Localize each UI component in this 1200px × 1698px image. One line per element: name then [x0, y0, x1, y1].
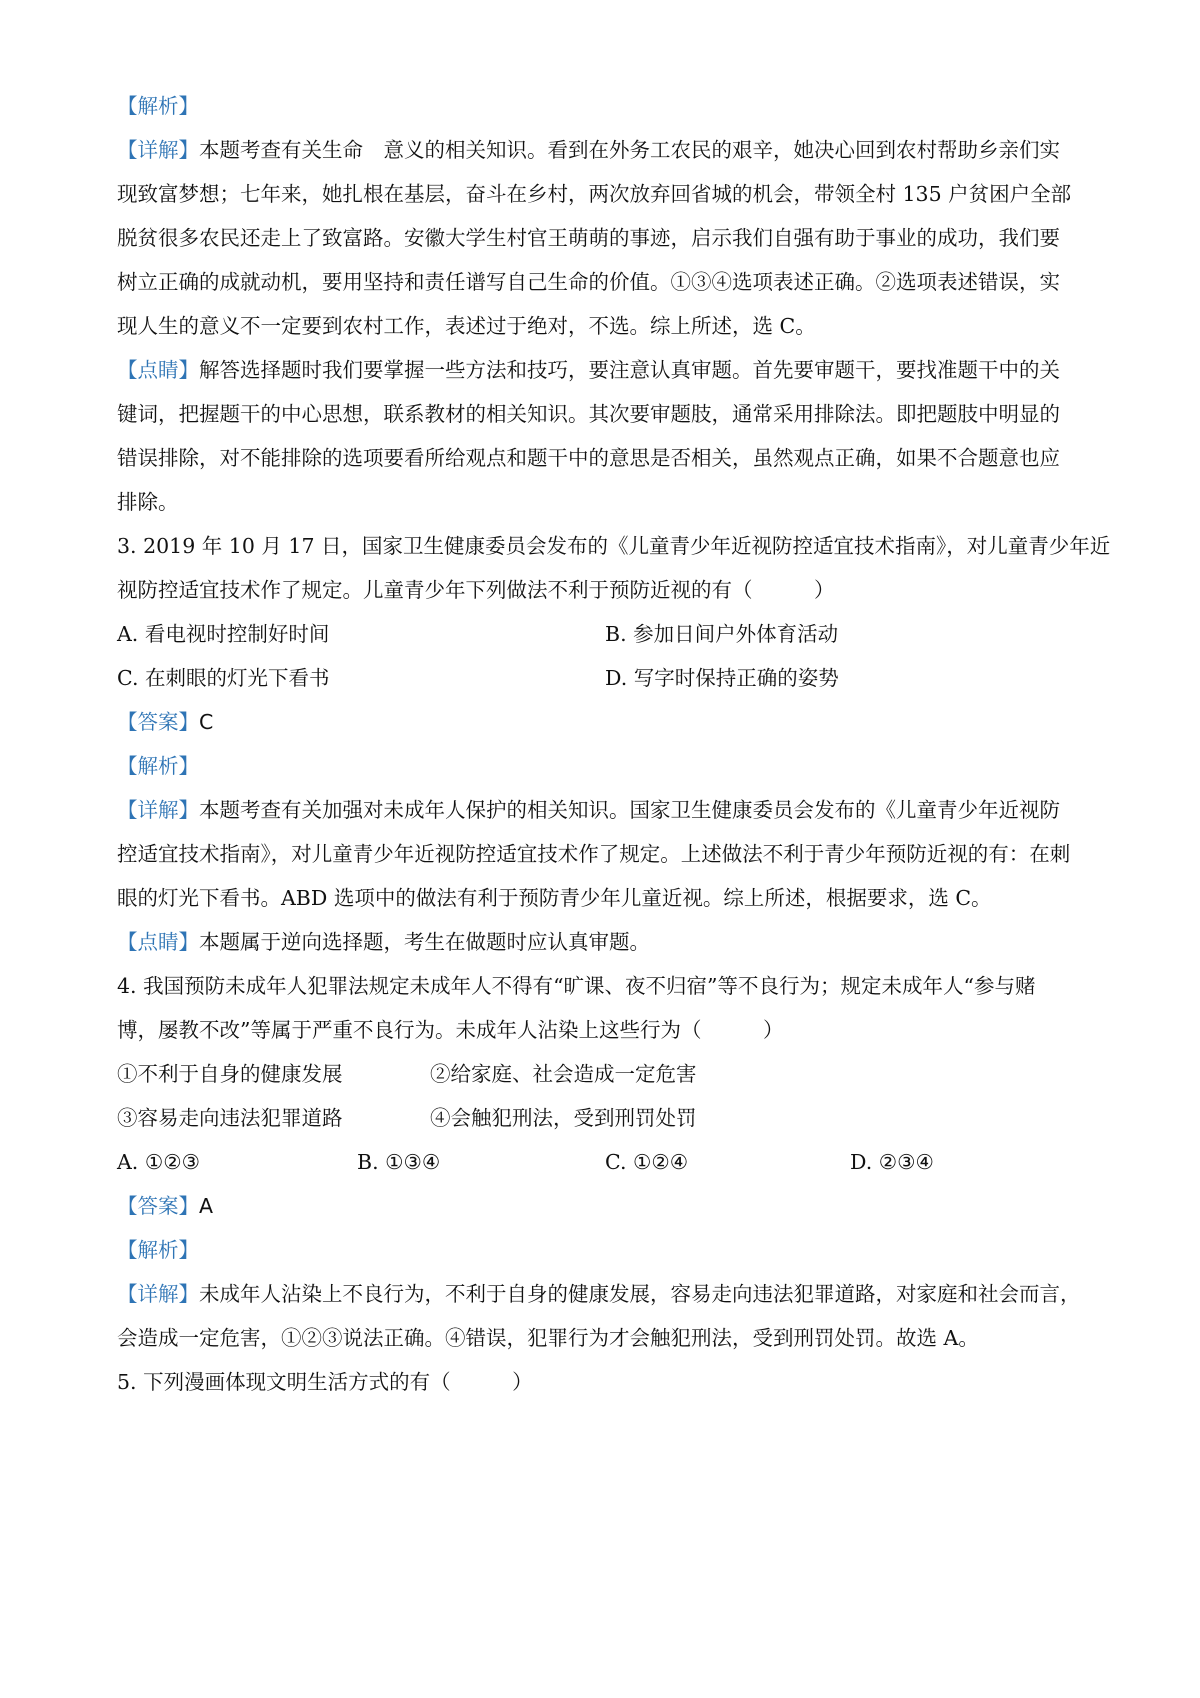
q4-statement-4: ④会触犯刑法，受到刑罚处罚 — [430, 1106, 697, 1130]
text-line: 现致富梦想；七年来，她扎根在基层，奋斗在乡村，两次放弃回省城的机会，带领全村 135 户贫困户全部 — [117, 182, 1072, 206]
q4-statement-3: ③容易走向违法犯罪道路 — [117, 1106, 343, 1130]
text-line: 解答选择题时我们要掌握一些方法和技巧，要注意认真审题。首先要审题干，要找准题干中的关 — [199, 358, 1060, 382]
text-line: 键词，把握题干的中心思想，联系教材的相关知识。其次要审题肢，通常采用排除法。即把题肢中明显的 — [117, 402, 1060, 426]
analysis-heading: 【解析】 — [117, 754, 199, 778]
text-line: 控适宜技术指南》，对儿童青少年近视防控适宜技术作了规定。上述做法不利于青少年预防近视的有：在刺 — [117, 842, 1071, 866]
text-line: 会造成一定危害，①②③说法正确。④错误，犯罪行为才会触犯刑法，受到刑罚处罚。故选 A。 — [117, 1326, 979, 1350]
text-line: 本题属于逆向选择题，考生在做题时应认真审题。 — [199, 930, 650, 954]
q4-option-d: D. ②③④ — [850, 1150, 934, 1174]
text-line: 本题考查有关加强对未成年人保护的相关知识。国家卫生健康委员会发布的《儿童青少年近视防 — [199, 798, 1060, 822]
analysis-heading: 【解析】 — [117, 94, 199, 118]
q4-option-c: C. ①②④ — [605, 1150, 689, 1174]
question-4-stem: 4. 我国预防未成年人犯罪法规定未成年人不得有“旷课、夜不归宿”等不良行为；规定未成年人“参与赌 — [117, 974, 1036, 998]
detail-paragraph — [117, 1279, 1097, 1309]
detail-label: 【详解】 — [117, 798, 199, 822]
detail-label: 【详解】 — [117, 138, 199, 162]
answer-value: A — [199, 1194, 214, 1218]
question-3-stem: 3. 2019 年 10 月 17 日，国家卫生健康委员会发布的《儿童青少年近视防控适宜技术指南》，对儿童青少年近 — [117, 534, 1111, 558]
q3-option-a: A. 看电视时控制好时间 — [117, 622, 330, 646]
comment-paragraph — [117, 355, 1097, 385]
q4-statement-2: ②给家庭、社会造成一定危害 — [430, 1062, 697, 1086]
answer-label: 【答案】 — [117, 710, 199, 734]
q4-option-a: A. ①②③ — [117, 1150, 200, 1174]
q3-answer — [117, 707, 1097, 737]
text-line: 博，屡教不改”等属于严重不良行为。未成年人沾染上这些行为（ ） — [117, 1018, 784, 1042]
q3-option-b: B. 参加日间户外体育活动 — [605, 622, 839, 646]
q4-option-b: B. ①③④ — [357, 1150, 441, 1174]
answer-value: C — [199, 710, 214, 734]
text-line: 眼的灯光下看书。ABD 选项中的做法有利于预防青少年儿童近视。综上所述，根据要求，选 C。 — [117, 886, 992, 910]
text-line: 排除。 — [117, 490, 179, 514]
text-line: 视防控适宜技术作了规定。儿童青少年下列做法不利于预防近视的有（ ） — [117, 578, 835, 602]
detail-paragraph — [117, 135, 1097, 165]
text-line: 树立正确的成就动机，要用坚持和责任谱写自己生命的价值。①③④选项表述正确。②选项表述错误，实 — [117, 270, 1060, 294]
q4-answer — [117, 1191, 1097, 1221]
detail-label: 【详解】 — [117, 1282, 199, 1306]
comment-paragraph — [117, 927, 1097, 957]
answer-label: 【答案】 — [117, 1194, 199, 1218]
comment-label: 【点睛】 — [117, 930, 199, 954]
text-line: 现人生的意义不一定要到农村工作，表述过于绝对，不选。综上所述，选 C。 — [117, 314, 816, 338]
text-line: 脱贫很多农民还走上了致富路。安徽大学生村官王萌萌的事迹，启示我们自强有助于事业的成功，我们要 — [117, 226, 1060, 250]
text-line: 未成年人沾染上不良行为，不利于自身的健康发展，容易走向违法犯罪道路，对家庭和社会而言， — [199, 1282, 1081, 1306]
q3-option-d: D. 写字时保持正确的姿势 — [605, 666, 839, 690]
q3-option-c: C. 在刺眼的灯光下看书 — [117, 666, 330, 690]
detail-paragraph — [117, 795, 1097, 825]
text-line: 错误排除，对不能排除的选项要看所给观点和题干中的意思是否相关，虽然观点正确，如果不合题意也应 — [117, 446, 1060, 470]
q4-statement-1: ①不利于自身的健康发展 — [117, 1062, 343, 1086]
comment-label: 【点睛】 — [117, 358, 199, 382]
analysis-heading: 【解析】 — [117, 1238, 199, 1262]
question-5-stem: 5. 下列漫画体现文明生活方式的有（ ） — [117, 1370, 533, 1394]
text-line: 本题考查有关生命 意义的相关知识。看到在外务工农民的艰辛，她决心回到农村帮助乡亲们实 — [199, 138, 1060, 162]
